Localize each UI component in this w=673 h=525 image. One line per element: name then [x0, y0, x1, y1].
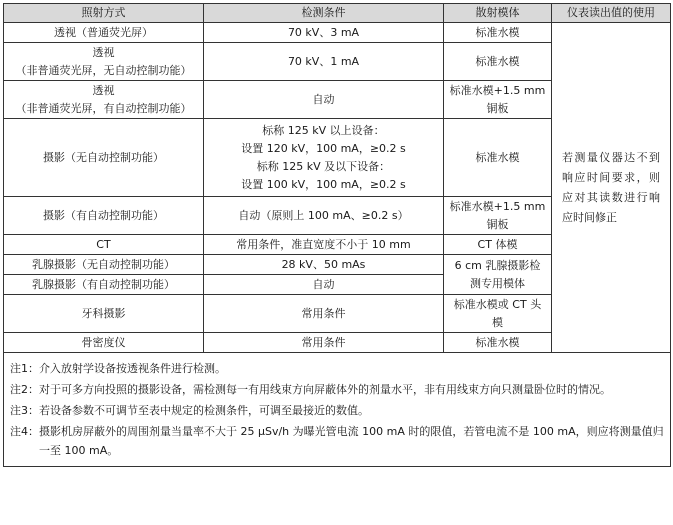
- phantom-text: 标准水模+1.5 mm: [449, 199, 546, 213]
- condition-cell: [204, 333, 444, 353]
- detection-conditions-table-sheet: [3, 3, 670, 522]
- phantom-cell: [444, 235, 552, 255]
- mode-text: 透视: [92, 45, 115, 59]
- note-text: 摄影机房屏蔽外的周围剂量当量率不大于 25 μSv/h 为曝光管电流 100 mA 时的限值，若管电流不是 100 mA，则应将测量值归一至 100 mA。: [39, 425, 664, 457]
- phantom-text: CT 体模: [477, 237, 518, 251]
- mode-cell: [4, 275, 204, 295]
- condition-line: 设置 100 kV，100 mA，≥0.2 s: [241, 177, 406, 191]
- condition-cell: [204, 197, 444, 235]
- note-label: 注2：: [10, 383, 39, 396]
- mode-cell: [4, 255, 204, 275]
- notes-cell: [4, 353, 671, 467]
- phantom-cell: [444, 197, 552, 235]
- phantom-cell: [444, 43, 552, 81]
- phantom-subtext: 测专用模体: [470, 276, 525, 290]
- mode-cell: [4, 119, 204, 197]
- phantom-text: 标准水模: [475, 335, 520, 349]
- note-1: [10, 359, 664, 378]
- note-text: 对于可多方向投照的摄影设备，需检测每一有用线束方向屏蔽体外的剂量水平，非有用线束方向只测量卧位时的情况。: [39, 383, 611, 396]
- notes-row: [4, 353, 671, 467]
- mode-cell: [4, 197, 204, 235]
- mode-cell: [4, 295, 204, 333]
- condition-text: 常用条件: [301, 306, 346, 320]
- note-3: [10, 401, 664, 420]
- mode-text: 摄影（有自动控制功能）: [43, 208, 164, 222]
- mode-subtext: （非普通荧光屏，有自动控制功能）: [15, 101, 192, 115]
- mammo-phantom-cell: [444, 255, 552, 295]
- header-phantom: 散射模体: [444, 4, 552, 23]
- condition-text: 常用条件，准直宽度不小于 10 mm: [236, 237, 411, 251]
- mode-text: 乳腺摄影（无自动控制功能）: [32, 257, 175, 271]
- condition-cell: [204, 43, 444, 81]
- phantom-cell: [444, 23, 552, 43]
- note-label: 注4：: [10, 425, 39, 438]
- phantom-text: 标准水模: [475, 54, 520, 68]
- condition-cell: [204, 23, 444, 43]
- header-reading-usage: 仪表读出值的使用: [552, 4, 671, 23]
- condition-text: 自动: [312, 92, 335, 106]
- mode-text: 乳腺摄影（有自动控制功能）: [32, 277, 175, 291]
- mode-cell: [4, 81, 204, 119]
- condition-cell: [204, 81, 444, 119]
- condition-line: 设置 120 kV，100 mA，≥0.2 s: [241, 141, 406, 155]
- mode-text: 牙科摄影: [81, 306, 126, 320]
- phantom-text: 标准水模或 CT 头: [453, 297, 542, 311]
- phantom-cell: [444, 295, 552, 333]
- condition-text: 自动（原则上 100 mA、≥0.2 s）: [238, 208, 409, 222]
- phantom-text: 标准水模: [475, 25, 520, 39]
- condition-cell: [204, 255, 444, 275]
- mode-cell: [4, 43, 204, 81]
- condition-text: 自动: [312, 277, 335, 291]
- condition-text: 70 kV、3 mA: [287, 25, 360, 39]
- condition-text: 常用条件: [301, 335, 346, 349]
- header-row: [4, 4, 671, 23]
- condition-cell: [204, 119, 444, 197]
- note-text: 若设备参数不可调节至表中规定的检测条件，可调至最接近的数值。: [39, 404, 369, 417]
- condition-text: 28 kV、50 mAs: [281, 257, 366, 271]
- phantom-cell: [444, 333, 552, 353]
- mode-text: 摄影（无自动控制功能）: [43, 150, 164, 164]
- note-label: 注3：: [10, 404, 39, 417]
- mode-subtext: （非普通荧光屏，无自动控制功能）: [15, 63, 192, 77]
- mode-text: 骨密度仪: [81, 335, 126, 349]
- table-row: [4, 23, 671, 43]
- phantom-subtext: 模: [492, 315, 503, 329]
- phantom-subtext: 铜板: [486, 217, 509, 231]
- condition-cell: [204, 295, 444, 333]
- detection-conditions-table: [3, 3, 671, 467]
- mode-text: 透视（普通荧光屏）: [54, 25, 153, 39]
- mode-cell: [4, 333, 204, 353]
- condition-line: 标称 125 kV 及以下设备：: [256, 159, 391, 173]
- mode-text: CT: [96, 237, 111, 251]
- note-text: 介入放射学设备按透视条件进行检测。: [39, 362, 226, 375]
- phantom-cell: [444, 119, 552, 197]
- reading-usage-cell: 若测量仪器达不到响应时间要求，则应对其读数进行响应时间修正: [552, 23, 671, 353]
- condition-line: 标称 125 kV 以上设备：: [262, 123, 385, 137]
- note-4: [10, 422, 664, 460]
- phantom-text: 6 cm 乳腺摄影检: [454, 258, 541, 272]
- mode-text: 透视: [92, 83, 115, 97]
- header-condition: 检测条件: [204, 4, 444, 23]
- phantom-text: 标准水模: [475, 150, 520, 164]
- condition-cell: [204, 275, 444, 295]
- condition-text: 70 kV、1 mA: [287, 54, 360, 68]
- phantom-subtext: 铜板: [486, 101, 509, 115]
- phantom-text: 标准水模+1.5 mm: [449, 83, 546, 97]
- phantom-cell: [444, 81, 552, 119]
- note-2: [10, 380, 664, 399]
- condition-cell: [204, 235, 444, 255]
- header-mode: 照射方式: [4, 4, 204, 23]
- note-label: 注1：: [10, 362, 39, 375]
- mode-cell: [4, 235, 204, 255]
- mode-cell: [4, 23, 204, 43]
